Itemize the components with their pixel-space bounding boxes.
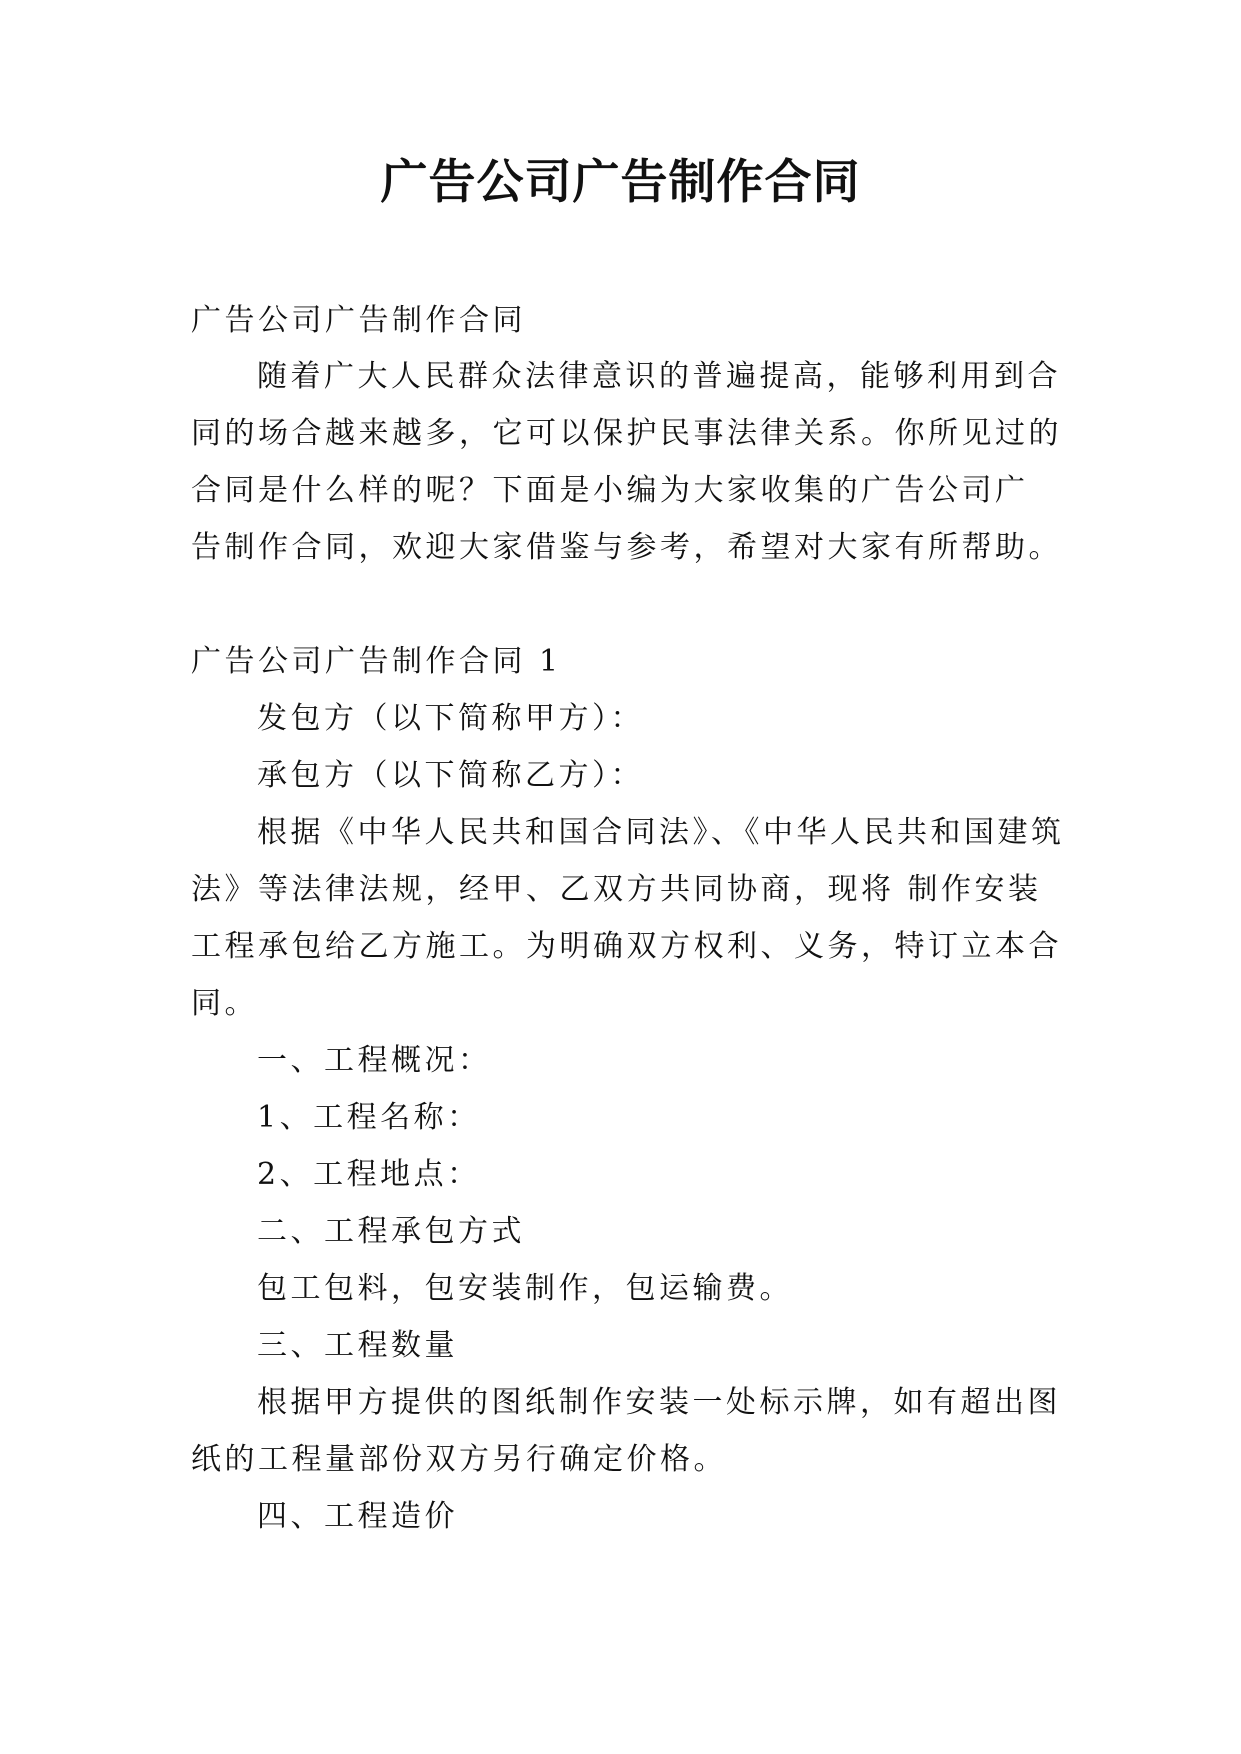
subtitle-line: 广告公司广告制作合同 [191,303,526,338]
document-title: 广告公司广告制作合同 [380,155,861,210]
section-3-body-line-2: 纸的工程量部份双方另行确定价格。 [191,1442,727,1477]
section-3-body-line-1: 根据甲方提供的图纸制作安装一处标示牌，如有超出图 [257,1385,1061,1420]
preamble-line-4: 同。 [191,986,258,1021]
project-name-line: 1、工程名称： [257,1100,481,1135]
intro-line-2: 同的场合越来越多，它可以保护民事法律关系。你所见过的 [191,416,1062,451]
project-location-line: 2、工程地点： [257,1157,481,1192]
preamble-line-1: 根据《中华人民共和国合同法》、《中华人民共和国建筑 [257,815,1065,850]
intro-line-1: 随着广大人民群众法律意识的普遍提高，能够利用到合 [257,359,1061,394]
preamble-line-3: 工程承包给乙方施工。为明确双方权利、义务，特订立本合 [191,929,1062,964]
section-2-heading: 二、工程承包方式 [257,1214,525,1249]
section-4-heading: 四、工程造价 [257,1499,458,1534]
section-2-body: 包工包料，包安装制作，包运输费。 [257,1271,793,1306]
section-1-heading: 一、工程概况： [257,1043,492,1078]
section-3-heading: 三、工程数量 [257,1328,458,1363]
preamble-line-2: 法》等法律法规，经甲、乙双方共同协商，现将 制作安装 [191,872,1042,907]
party-a-line: 发包方（以下简称甲方）： [257,701,644,736]
party-b-line: 承包方（以下简称乙方）： [257,758,644,793]
intro-line-4: 告制作合同，欢迎大家借鉴与参考，希望对大家有所帮助。 [191,530,1062,565]
intro-line-3: 合同是什么样的呢？下面是小编为大家收集的广告公司广 [191,473,1029,508]
contract-heading: 广告公司广告制作合同 1 [191,644,562,679]
